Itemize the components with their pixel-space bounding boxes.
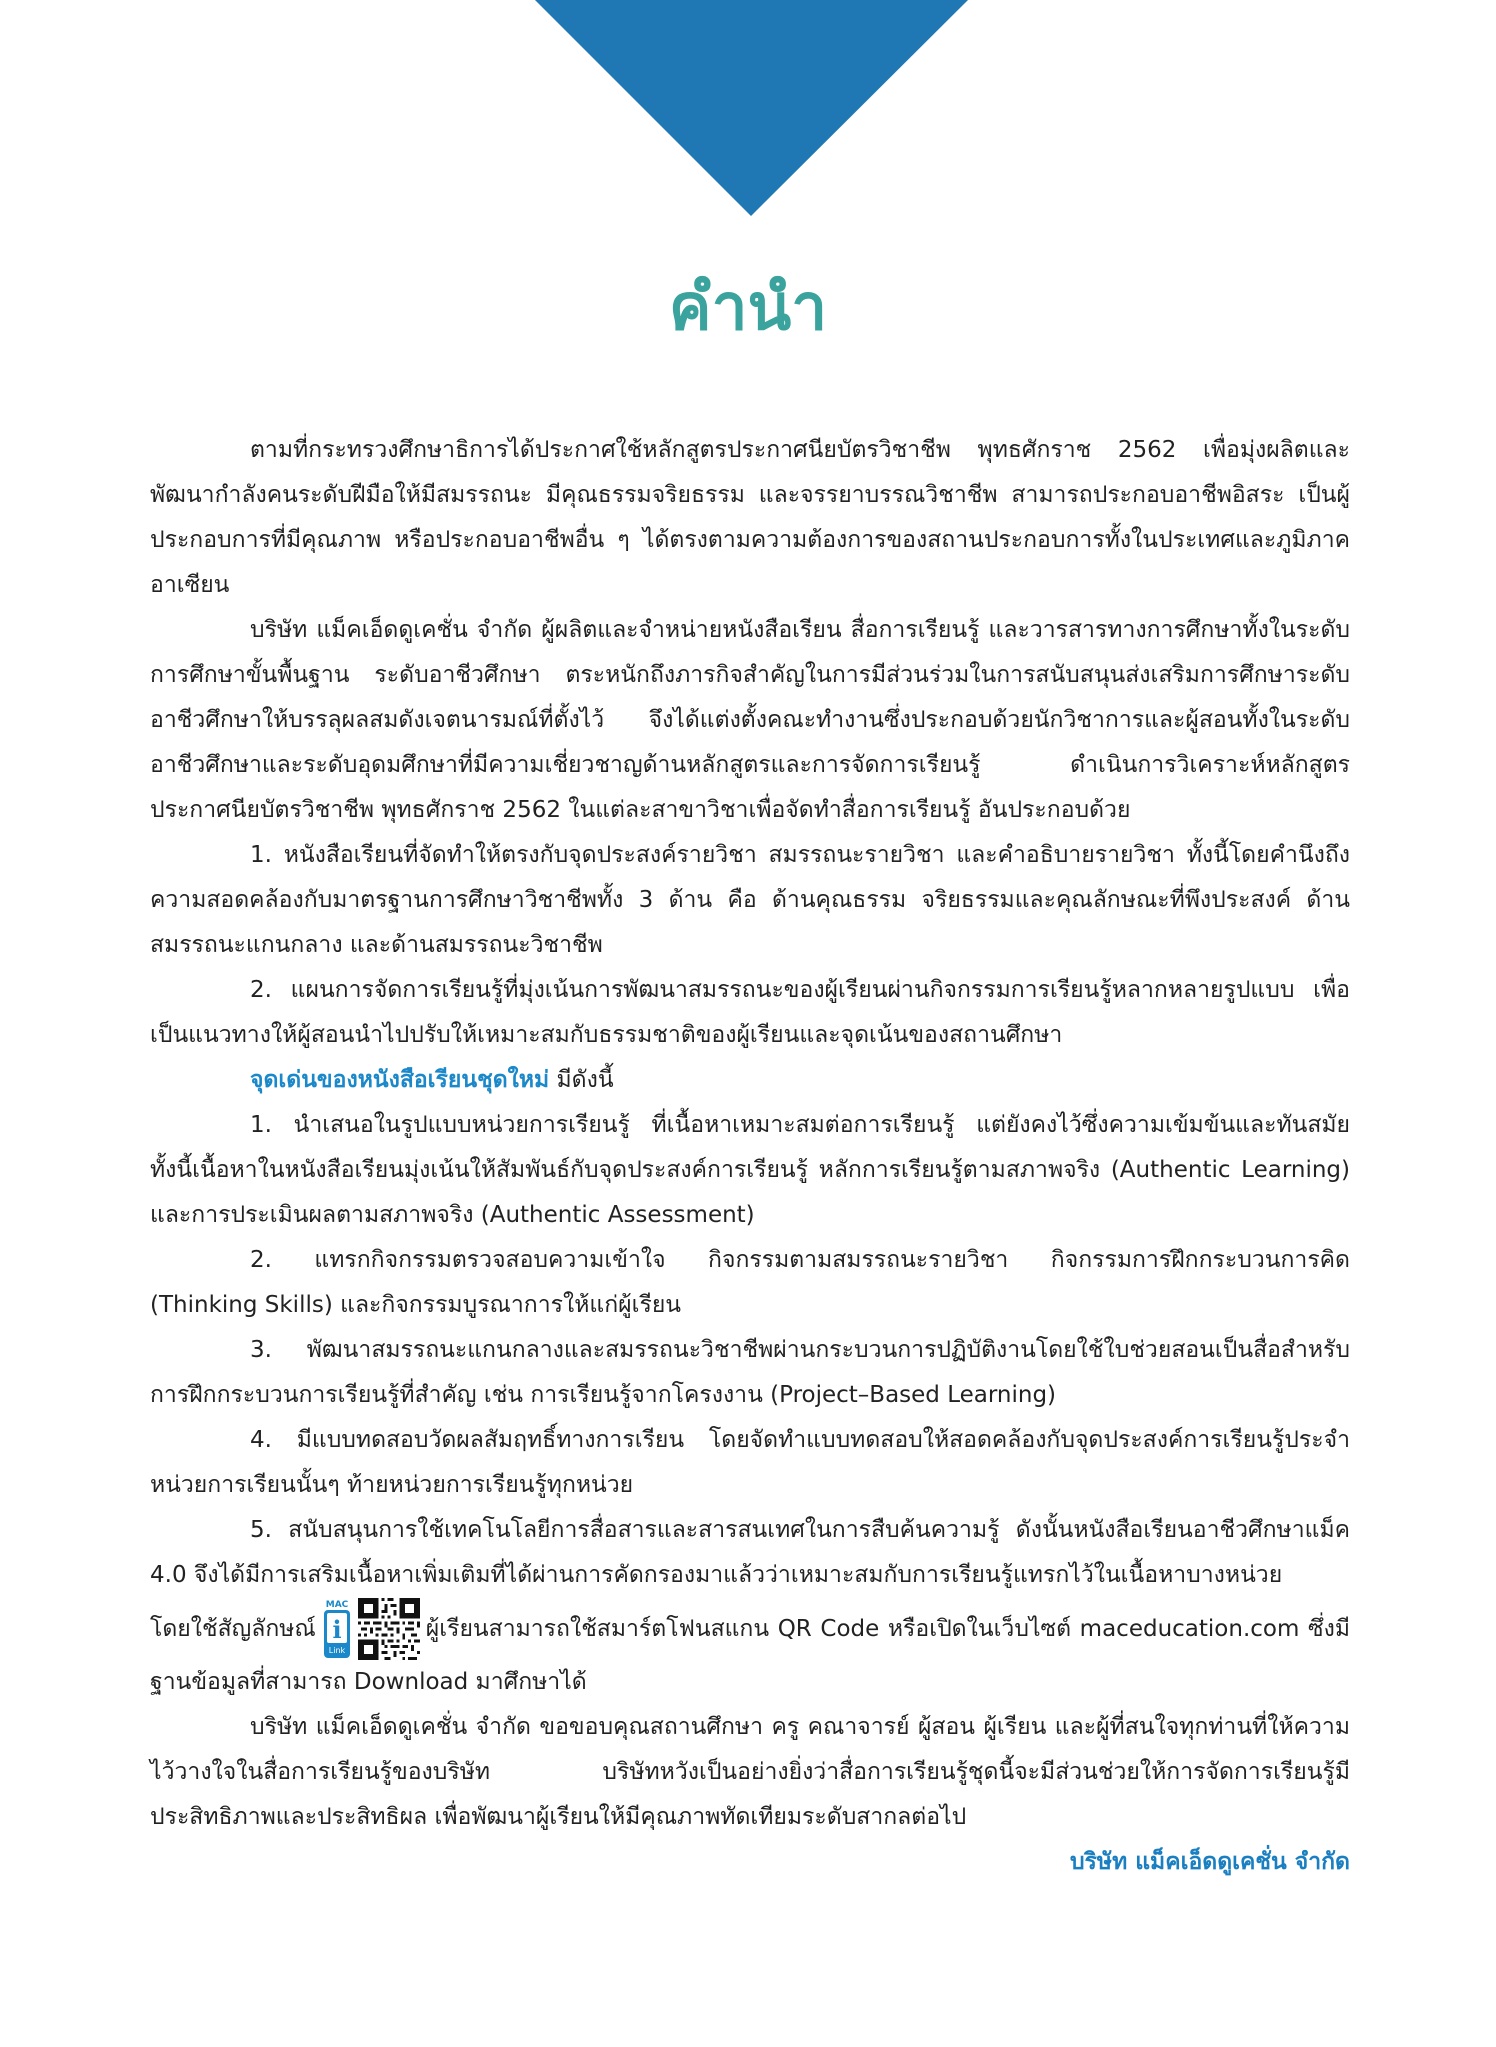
- foreword-body: [150, 428, 1350, 1885]
- link-label: Link: [328, 1646, 345, 1655]
- i-letter: i: [332, 1615, 342, 1644]
- highlight-suffix: มีดังนี้: [549, 1067, 614, 1093]
- paragraph-4: 2. แผนการจัดการเรียนรู้ที่มุ่งเน้นการพัฒนาสมรรถนะของผู้เรียนผ่านกิจกรรมการเรียนรู้หลากหลายรูปแบบ เพื่อเป็นแนวทางให้ผู้สอนนำไปปรับให้เหมาะสมกับธรรมชาติของผู้เรียนและจุดเน้นของสถานศึกษา: [150, 977, 1350, 1048]
- header-banner-triangle: [0, 0, 1496, 220]
- symbol-prefix: โดยใช้สัญลักษณ์: [150, 1616, 316, 1642]
- blue-triangle-shape: [535, 0, 968, 216]
- paragraph-1: ตามที่กระทรวงศึกษาธิการได้ประกาศใช้หลักสูตรประกาศนียบัตรวิชาชีพ พุทธศักราช 2562 เพื่อมุ่งผลิตและพัฒนากำลังคนระดับฝีมือให้มีสมรรถนะ มีคุณธรรมจริยธรรม และจรรยาบรรณวิชาชีพ สามารถประกอบอาชีพอิสระ เป็นผู้ประกอบการที่มีคุณภาพ หรือประกอบอาชีพอื่น ๆ ได้ตรงตามความต้องการของสถานประกอบการทั้งในประเทศและภูมิภาคอาเซียน: [150, 437, 1350, 598]
- paragraph-8: 4. มีแบบทดสอบวัดผลสัมฤทธิ์ทางการเรียน โดยจัดทำแบบทดสอบให้สอดคล้องกับจุดประสงค์การเรียนรู้ประจำหน่วยการเรียนนั้นๆ ท้ายหน่วยการเรียนรู้ทุกหน่วย: [150, 1427, 1350, 1498]
- highlight-heading: [150, 1058, 1350, 1103]
- paragraph-3: 1. หนังสือเรียนที่จัดทำให้ตรงกับจุดประสงค์รายวิชา สมรรถนะรายวิชา และคำอธิบายรายวิชา ทั้งนี้โดยคำนึงถึงความสอดคล้องกับมาตรฐานการศึกษาวิชาชีพทั้ง 3 ด้าน คือ ด้านคุณธรรม จริยธรรมและคุณลักษณะที่พึงประสงค์ ด้านสมรรถนะแกนกลาง และด้านสมรรถนะวิชาชีพ: [150, 842, 1350, 958]
- paragraph-2: บริษัท แม็คเอ็ดดูเคชั่น จำกัด ผู้ผลิตและจำหน่ายหนังสือเรียน สื่อการเรียนรู้ และวารสารทางการศึกษาทั้งในระดับการศึกษาขั้นพื้นฐาน ระดับอาชีวศึกษา ตระหนักถึงภารกิจสำคัญในการมีส่วนร่วมในการสนับสนุนส่งเสริมการศึกษาระดับอาชีวศึกษาให้บรรลุผลสมดังเจตนารมณ์ที่ตั้งไว้ จึงได้แต่งตั้งคณะทำงานซึ่งประกอบด้วยนักวิชาการและผู้สอนทั้งในระดับอาชีวศึกษาและระดับอุดมศึกษาที่มีความเชี่ยวชาญด้านหลักสูตรและการจัดการเรียนรู้ ดำเนินการวิเคราะห์หลักสูตรประกาศนียบัตรวิชาชีพ พุทธศักราช 2562 ในแต่ละสาขาวิชาเพื่อจัดทำสื่อการเรียนรู้ อันประกอบด้วย: [150, 617, 1350, 823]
- paragraph-9: 5. สนับสนุนการใช้เทคโนโลยีการสื่อสารและสารสนเทศในการสืบค้นความรู้ ดังนั้นหนังสือเรียนอาชีวศึกษาแม็ค 4.0 จึงได้มีการเสริมเนื้อหาเพิ่มเติมที่ได้ผ่านการคัดกรองมาแล้วว่าเหมาะสมกับการเรียนรู้แทรกไว้ในเนื้อหาบางหน่วย: [150, 1517, 1350, 1588]
- paragraph-7: 3. พัฒนาสมรรถนะแกนกลางและสมรรถนะวิชาชีพผ่านกระบวนการปฏิบัติงานโดยใช้ใบช่วยสอนเป็นสื่อสำหรับการฝึกกระบวนการเรียนรู้ที่สำคัญ เช่น การเรียนรู้จากโครงงาน (Project–Based Learning): [150, 1337, 1350, 1408]
- company-signature: บริษัท แม็คเอ็ดดูเคชั่น จำกัด: [1069, 1849, 1350, 1875]
- paragraph-9-continuation: [150, 1598, 1350, 1705]
- symbol-suffix: ผู้เรียนสามารถใช้สมาร์ตโฟนสแกน QR Code หรือเปิดในเว็บไซต์ maceducation.com ซึ่งมีฐานข้อมูลที่สามารถ Download มาศึกษาได้: [150, 1616, 1350, 1695]
- paragraph-5: 1. นำเสนอในรูปแบบหน่วยการเรียนรู้ ที่เนื้อหาเหมาะสมต่อการเรียนรู้ แต่ยังคงไว้ซึ่งความเข้มข้นและทันสมัย ทั้งนี้เนื้อหาในหนังสือเรียนมุ่งเน้นให้สัมพันธ์กับจุดประสงค์การเรียนรู้ หลักการเรียนรู้ตามสภาพจริง (Authentic Learning) และการประเมินผลตามสภาพจริง (Authentic Assessment): [150, 1112, 1350, 1228]
- paragraph-10: บริษัท แม็คเอ็ดดูเคชั่น จำกัด ขอขอบคุณสถานศึกษา ครู คณาจารย์ ผู้สอน ผู้เรียน และผู้ที่สนใจทุกท่านที่ให้ความไว้วางใจในสื่อการเรียนรู้ของบริษัท บริษัทหวังเป็นอย่างยิ่งว่าสื่อการเรียนรู้ชุดนี้จะมีส่วนช่วยให้การจัดการเรียนรู้มีประสิทธิภาพและประสิทธิผล เพื่อพัฒนาผู้เรียนให้มีคุณภาพทัดเทียมระดับสากลต่อไป: [150, 1714, 1350, 1830]
- mac-label: MAC: [325, 1600, 349, 1610]
- page-title: คำนำ: [668, 271, 828, 345]
- paragraph-6: 2. แทรกกิจกรรมตรวจสอบความเข้าใจ กิจกรรมตามสมรรถนะรายวิชา กิจกรรมการฝึกกระบวนการคิด (Thinking Skills) และกิจกรรมบูรณาการให้แก่ผู้เรียน: [150, 1247, 1350, 1318]
- qr-code-icon: [358, 1598, 420, 1660]
- highlight-label: จุดเด่นของหนังสือเรียนชุดใหม่: [250, 1067, 550, 1093]
- mac-i-link-icon: [322, 1598, 420, 1660]
